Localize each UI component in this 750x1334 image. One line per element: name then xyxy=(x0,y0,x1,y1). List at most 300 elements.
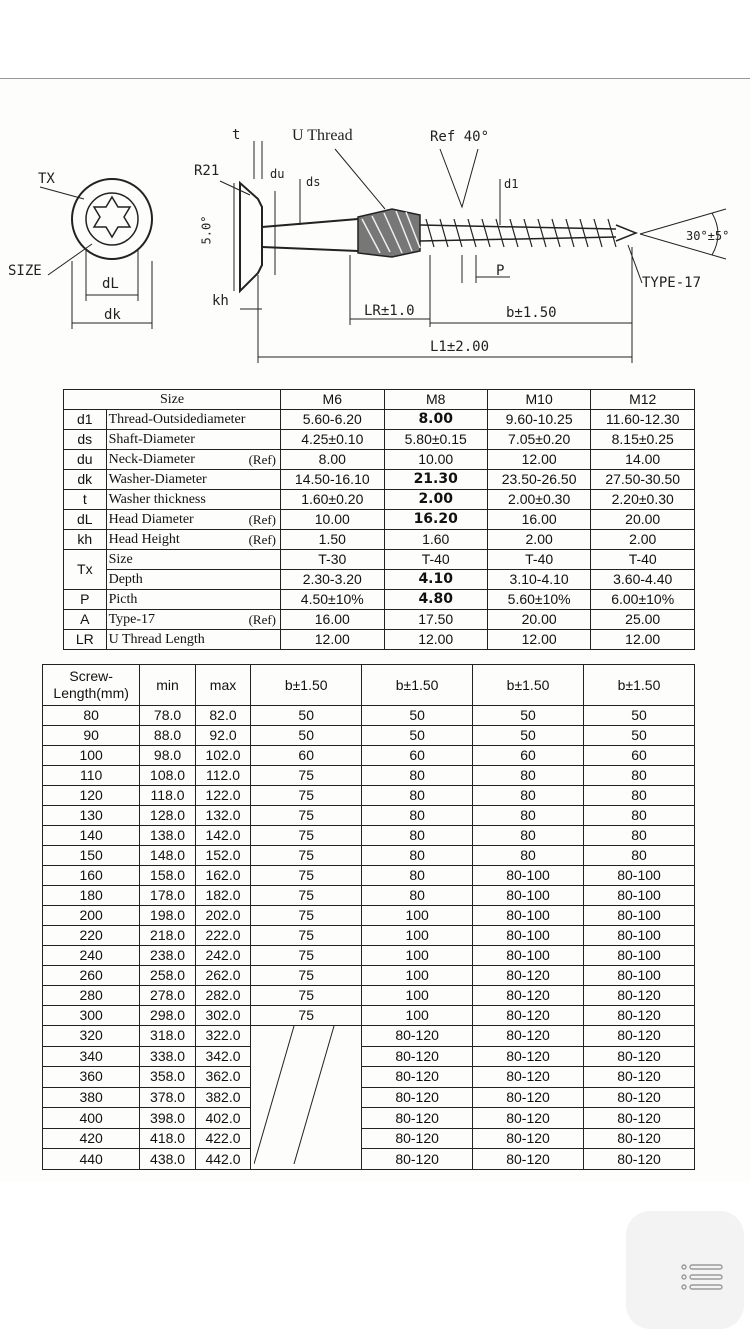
thread-length-value: 75 xyxy=(251,806,362,826)
spec-description xyxy=(106,490,280,510)
min-length: 238.0 xyxy=(140,946,195,966)
thread-length-value: 80-100 xyxy=(584,886,695,906)
thread-length-value: 80 xyxy=(584,806,695,826)
five-degree-label: 5.0° xyxy=(199,215,214,245)
spec-value: 11.60-12.30 xyxy=(591,410,695,430)
thread-length-value: 80-120 xyxy=(473,1128,584,1149)
length-col-header: Screw-Length(mm) xyxy=(43,665,140,706)
spec-value: 2.00 xyxy=(487,530,591,550)
spec-description-text: Type-17 xyxy=(108,612,156,627)
spec-value: 14.00 xyxy=(591,450,695,470)
not-available-cell xyxy=(251,1026,362,1170)
spec-description-text: Head Diameter xyxy=(108,512,194,527)
spec-value: 1.50 xyxy=(281,530,385,550)
length-row xyxy=(43,1128,695,1149)
thread-length-value: 50 xyxy=(584,706,695,726)
max-col-header: max xyxy=(195,665,250,706)
spec-value: 7.05±0.20 xyxy=(487,430,591,450)
spec-description-text: Washer thickness xyxy=(108,492,206,507)
screw-length: 220 xyxy=(43,926,140,946)
thread-length-value: 50 xyxy=(251,706,362,726)
thread-length-value: 80-120 xyxy=(584,1149,695,1170)
spec-row xyxy=(64,590,695,610)
min-length: 148.0 xyxy=(140,846,195,866)
thread-crest xyxy=(482,219,490,247)
spec-value: 27.50-30.50 xyxy=(591,470,695,490)
r21-label: R21 xyxy=(194,163,220,179)
spec-description-text: Washer-Diameter xyxy=(108,472,207,487)
spec-symbol: ds xyxy=(64,430,107,450)
max-length: 162.0 xyxy=(195,866,250,886)
spec-value: 2.00±0.30 xyxy=(487,490,591,510)
spec-description xyxy=(106,470,280,490)
dl-label: dL xyxy=(102,276,119,292)
thread-length-value: 100 xyxy=(362,946,473,966)
length-row xyxy=(43,1026,695,1047)
thread-length-value: 100 xyxy=(362,926,473,946)
spec-value: 12.00 xyxy=(591,630,695,650)
size-leader xyxy=(48,244,92,275)
thread-length-value: 80 xyxy=(473,786,584,806)
spec-value: 10.00 xyxy=(281,510,385,530)
thread-length-value: 75 xyxy=(251,766,362,786)
length-row xyxy=(43,1006,695,1026)
max-length: 282.0 xyxy=(195,986,250,1006)
thread-length-value: 100 xyxy=(362,986,473,1006)
length-row xyxy=(43,726,695,746)
thread-length-value: 75 xyxy=(251,1006,362,1026)
thread-length-value: 80-100 xyxy=(584,946,695,966)
spec-symbol: t xyxy=(64,490,107,510)
col-m6: M6 xyxy=(281,390,385,410)
thread-length-value: 80-100 xyxy=(584,926,695,946)
spec-row xyxy=(64,490,695,510)
max-length: 422.0 xyxy=(195,1128,250,1149)
length-row xyxy=(43,946,695,966)
spec-value: 20.00 xyxy=(591,510,695,530)
length-row xyxy=(43,1149,695,1170)
screw-length: 320 xyxy=(43,1026,140,1047)
spec-value: 17.50 xyxy=(384,610,487,630)
min-length: 198.0 xyxy=(140,906,195,926)
max-length: 102.0 xyxy=(195,746,250,766)
torx-recess xyxy=(94,197,130,237)
b-col-header-m6: b±1.50 xyxy=(251,665,362,706)
spec-row xyxy=(64,430,695,450)
spec-value: 2.00 xyxy=(591,530,695,550)
spec-value: 8.00 xyxy=(384,410,487,430)
spec-ref-note: (Ref) xyxy=(248,532,277,547)
screw-length: 240 xyxy=(43,946,140,966)
spec-symbol: P xyxy=(64,590,107,610)
length-row xyxy=(43,986,695,1006)
thread-length-value: 60 xyxy=(251,746,362,766)
spec-row xyxy=(64,570,695,590)
max-length: 112.0 xyxy=(195,766,250,786)
screw-length: 180 xyxy=(43,886,140,906)
thread-length-value: 75 xyxy=(251,906,362,926)
min-length: 438.0 xyxy=(140,1149,195,1170)
thread-length-value: 75 xyxy=(251,926,362,946)
thread-length-value: 80-120 xyxy=(584,1026,695,1047)
spec-value: 16.20 xyxy=(384,510,487,530)
spec-value: 3.10-4.10 xyxy=(487,570,591,590)
length-row xyxy=(43,786,695,806)
thread-length-value: 80 xyxy=(362,846,473,866)
max-length: 182.0 xyxy=(195,886,250,906)
thread-crest xyxy=(468,219,476,247)
thread-length-value: 80-120 xyxy=(584,1108,695,1129)
min-length: 138.0 xyxy=(140,826,195,846)
screw-length: 120 xyxy=(43,786,140,806)
length-row xyxy=(43,826,695,846)
spec-description xyxy=(106,530,280,550)
spec-value: 23.50-26.50 xyxy=(487,470,591,490)
length-row xyxy=(43,1087,695,1108)
max-length: 222.0 xyxy=(195,926,250,946)
thread-length-value: 80-120 xyxy=(473,1087,584,1108)
type17-leader xyxy=(628,245,642,283)
min-length: 358.0 xyxy=(140,1067,195,1088)
l1-label: L1±2.00 xyxy=(430,339,490,355)
du-label: du xyxy=(270,167,285,181)
spec-symbol: Tx xyxy=(64,550,107,590)
spec-ref-note: (Ref) xyxy=(248,512,277,527)
thread-crest xyxy=(426,219,434,247)
length-row xyxy=(43,886,695,906)
max-length: 132.0 xyxy=(195,806,250,826)
spec-symbol: A xyxy=(64,610,107,630)
spec-value: 1.60 xyxy=(384,530,487,550)
spec-row xyxy=(64,630,695,650)
length-row xyxy=(43,806,695,826)
screw-length: 440 xyxy=(43,1149,140,1170)
spec-value: T-40 xyxy=(591,550,695,570)
thread-length-value: 80 xyxy=(584,846,695,866)
thread-length-value: 80-120 xyxy=(362,1128,473,1149)
head-outer-circle xyxy=(72,179,152,259)
max-length: 92.0 xyxy=(195,726,250,746)
lr-label: LR±1.0 xyxy=(364,303,415,319)
list-menu-icon xyxy=(680,1263,724,1291)
thread-length-value: 80-120 xyxy=(584,986,695,1006)
thread-length-value: 80-100 xyxy=(584,866,695,886)
spec-row xyxy=(64,610,695,630)
pitch-label: P xyxy=(496,263,505,279)
thread-length-value: 75 xyxy=(251,966,362,986)
thread-length-value: 50 xyxy=(473,706,584,726)
max-length: 302.0 xyxy=(195,1006,250,1026)
spec-description-text: Shaft-Diameter xyxy=(108,432,195,447)
spec-symbol: kh xyxy=(64,530,107,550)
thread-length-value: 80-120 xyxy=(584,1087,695,1108)
max-length: 82.0 xyxy=(195,706,250,726)
spec-value: 20.00 xyxy=(487,610,591,630)
thread-length-value: 60 xyxy=(584,746,695,766)
spec-description xyxy=(106,450,280,470)
screw-length: 150 xyxy=(43,846,140,866)
thread-length-value: 80-120 xyxy=(362,1067,473,1088)
min-length: 118.0 xyxy=(140,786,195,806)
thread-crest xyxy=(524,219,532,247)
thread-length-value: 80 xyxy=(362,866,473,886)
thread-length-value: 80-100 xyxy=(473,886,584,906)
thread-length-value: 80-120 xyxy=(584,1067,695,1088)
max-length: 342.0 xyxy=(195,1046,250,1067)
thread-length-value: 75 xyxy=(251,866,362,886)
screw-length: 340 xyxy=(43,1046,140,1067)
max-length: 142.0 xyxy=(195,826,250,846)
thread-length-value: 100 xyxy=(362,906,473,926)
col-m12: M12 xyxy=(591,390,695,410)
min-length: 178.0 xyxy=(140,886,195,906)
spec-value: 25.00 xyxy=(591,610,695,630)
u-thread-label: U Thread xyxy=(292,127,353,144)
thread-length-value: 80 xyxy=(473,766,584,786)
thread-length-value: 80 xyxy=(362,806,473,826)
thread-crest xyxy=(580,219,588,247)
spec-value: 4.10 xyxy=(384,570,487,590)
spec-description-text: Head Height xyxy=(108,532,180,547)
u-thread xyxy=(358,209,420,257)
thread-crest xyxy=(454,219,462,247)
spec-value: 14.50-16.10 xyxy=(281,470,385,490)
screw-length: 260 xyxy=(43,966,140,986)
spec-value: 5.60-6.20 xyxy=(281,410,385,430)
spec-value: 4.25±0.10 xyxy=(281,430,385,450)
thread-length-value: 80-120 xyxy=(362,1046,473,1067)
main-thread xyxy=(426,219,616,247)
length-row xyxy=(43,746,695,766)
strike-through-lines xyxy=(254,1026,359,1164)
spec-description xyxy=(106,430,280,450)
spec-header-row xyxy=(64,390,695,410)
thread-length-value: 60 xyxy=(473,746,584,766)
thread-length-value: 80-120 xyxy=(362,1026,473,1047)
min-length: 98.0 xyxy=(140,746,195,766)
screw-length: 200 xyxy=(43,906,140,926)
thread-length-value: 50 xyxy=(473,726,584,746)
min-length: 298.0 xyxy=(140,1006,195,1026)
max-length: 242.0 xyxy=(195,946,250,966)
thread-length-value: 80 xyxy=(473,806,584,826)
screw-tip xyxy=(616,225,636,241)
min-length: 88.0 xyxy=(140,726,195,746)
spec-row xyxy=(64,510,695,530)
thread-length-value: 80-100 xyxy=(473,946,584,966)
thread-length-value: 80-120 xyxy=(473,966,584,986)
thread-length-value: 80-100 xyxy=(473,926,584,946)
spec-value: 2.30-3.20 xyxy=(281,570,385,590)
thread-crest xyxy=(538,219,546,247)
thread-length-value: 80 xyxy=(473,846,584,866)
thread-length-value: 50 xyxy=(251,726,362,746)
angle-label: 30°±5° xyxy=(686,229,730,243)
thread-length-value: 75 xyxy=(251,886,362,906)
min-length: 218.0 xyxy=(140,926,195,946)
thread-length-value: 80-120 xyxy=(473,986,584,1006)
spec-value: 12.00 xyxy=(487,450,591,470)
spec-symbol: dL xyxy=(64,510,107,530)
screw-drawing-svg xyxy=(0,79,750,379)
max-length: 362.0 xyxy=(195,1067,250,1088)
thread-length-value: 80 xyxy=(362,786,473,806)
length-row xyxy=(43,706,695,726)
spec-symbol: d1 xyxy=(64,410,107,430)
spec-symbol: dk xyxy=(64,470,107,490)
ref40-label: Ref 40° xyxy=(430,129,490,145)
spec-value: 3.60-4.40 xyxy=(591,570,695,590)
spec-row xyxy=(64,450,695,470)
screw-length: 110 xyxy=(43,766,140,786)
spec-symbol: du xyxy=(64,450,107,470)
length-row xyxy=(43,1108,695,1129)
spec-row xyxy=(64,550,695,570)
thread-length-value: 80 xyxy=(362,886,473,906)
screw-length: 80 xyxy=(43,706,140,726)
thread-length-value: 80-120 xyxy=(362,1108,473,1129)
length-row xyxy=(43,1067,695,1088)
spec-description-text: Picth xyxy=(108,592,138,607)
thread-length-value: 80 xyxy=(584,826,695,846)
thread-length-value: 80 xyxy=(473,826,584,846)
b-label: b±1.50 xyxy=(506,305,557,321)
min-length: 278.0 xyxy=(140,986,195,1006)
spec-value: 12.00 xyxy=(487,630,591,650)
size-label: SIZE xyxy=(8,263,42,279)
dk-label: dk xyxy=(104,307,121,323)
shank-top xyxy=(262,219,358,227)
thread-length-value: 80 xyxy=(362,766,473,786)
document-scan xyxy=(0,78,750,1181)
b-col-header-m12: b±1.50 xyxy=(584,665,695,706)
spec-value: 2.20±0.30 xyxy=(591,490,695,510)
spec-size-header: Size xyxy=(64,390,281,410)
thread-length-value: 50 xyxy=(362,706,473,726)
tx-label: TX xyxy=(38,171,55,187)
spec-value: 16.00 xyxy=(487,510,591,530)
screw-length: 280 xyxy=(43,986,140,1006)
spec-description xyxy=(106,630,280,650)
length-row xyxy=(43,906,695,926)
spec-value: T-40 xyxy=(487,550,591,570)
thread-length-value: 100 xyxy=(362,966,473,986)
ref40-angle xyxy=(440,149,478,207)
spec-symbol: LR xyxy=(64,630,107,650)
spec-value: T-30 xyxy=(281,550,385,570)
spec-value: T-40 xyxy=(384,550,487,570)
screw-length: 160 xyxy=(43,866,140,886)
min-length: 338.0 xyxy=(140,1046,195,1067)
thread-length-value: 80 xyxy=(362,826,473,846)
screw-length: 140 xyxy=(43,826,140,846)
screw-length: 360 xyxy=(43,1067,140,1088)
tx-leader xyxy=(40,187,84,199)
thread-length-value: 80-120 xyxy=(473,1006,584,1026)
min-length: 318.0 xyxy=(140,1026,195,1047)
min-length: 158.0 xyxy=(140,866,195,886)
spec-value: 1.60±0.20 xyxy=(281,490,385,510)
thread-crest xyxy=(608,219,616,247)
spec-value: 5.60±10% xyxy=(487,590,591,610)
thread-crest xyxy=(552,219,560,247)
length-row xyxy=(43,926,695,946)
length-row xyxy=(43,846,695,866)
spec-value: 8.15±0.25 xyxy=(591,430,695,450)
min-length: 418.0 xyxy=(140,1128,195,1149)
spec-description xyxy=(106,550,280,570)
spec-value: 12.00 xyxy=(384,630,487,650)
spec-value: 12.00 xyxy=(281,630,385,650)
screw-length: 90 xyxy=(43,726,140,746)
d1-label: d1 xyxy=(504,177,519,191)
shank-bottom xyxy=(262,247,358,251)
min-length: 78.0 xyxy=(140,706,195,726)
spec-ref-note: (Ref) xyxy=(248,452,277,467)
b-col-header-m10: b±1.50 xyxy=(473,665,584,706)
thread-length-value: 50 xyxy=(362,726,473,746)
thread-crest xyxy=(440,219,448,247)
thread-length-value: 80-100 xyxy=(584,906,695,926)
thread-length-value: 75 xyxy=(251,986,362,1006)
max-length: 382.0 xyxy=(195,1087,250,1108)
spec-value: 8.00 xyxy=(281,450,385,470)
spec-value: 4.80 xyxy=(384,590,487,610)
b-col-header-m8: b±1.50 xyxy=(362,665,473,706)
thread-length-value: 80-100 xyxy=(473,906,584,926)
min-length: 378.0 xyxy=(140,1087,195,1108)
thread-length-value: 80-120 xyxy=(362,1149,473,1170)
spec-row xyxy=(64,470,695,490)
thread-length-value: 80-120 xyxy=(584,1046,695,1067)
floating-menu-button[interactable] xyxy=(626,1211,744,1329)
min-length: 398.0 xyxy=(140,1108,195,1129)
screw-length: 380 xyxy=(43,1087,140,1108)
length-table xyxy=(42,664,695,1170)
min-col-header: min xyxy=(140,665,195,706)
thread-crest xyxy=(566,219,574,247)
u-thread-leader xyxy=(335,149,385,209)
length-header-row xyxy=(43,665,695,706)
max-length: 402.0 xyxy=(195,1108,250,1129)
spec-description-text: Depth xyxy=(108,572,143,587)
screw-length: 100 xyxy=(43,746,140,766)
thread-length-value: 80-100 xyxy=(584,966,695,986)
spec-description xyxy=(106,410,280,430)
thread-length-value: 80-120 xyxy=(473,1149,584,1170)
length-row xyxy=(43,766,695,786)
spec-value: 16.00 xyxy=(281,610,385,630)
thread-length-value: 80-120 xyxy=(473,1026,584,1047)
spec-row xyxy=(64,410,695,430)
thread-length-value: 60 xyxy=(362,746,473,766)
col-m10: M10 xyxy=(487,390,591,410)
thread-length-value: 75 xyxy=(251,846,362,866)
spec-value: 5.80±0.15 xyxy=(384,430,487,450)
thread-length-value: 75 xyxy=(251,826,362,846)
max-length: 122.0 xyxy=(195,786,250,806)
spec-value: 10.00 xyxy=(384,450,487,470)
thread-length-value: 80-120 xyxy=(584,1006,695,1026)
spec-ref-note: (Ref) xyxy=(248,612,277,627)
min-length: 108.0 xyxy=(140,766,195,786)
max-length: 202.0 xyxy=(195,906,250,926)
screw-length: 420 xyxy=(43,1128,140,1149)
thread-length-value: 80-120 xyxy=(584,1128,695,1149)
type17-label: TYPE-17 xyxy=(642,275,702,291)
thread-length-value: 80 xyxy=(584,786,695,806)
thread-length-value: 80-120 xyxy=(473,1067,584,1088)
